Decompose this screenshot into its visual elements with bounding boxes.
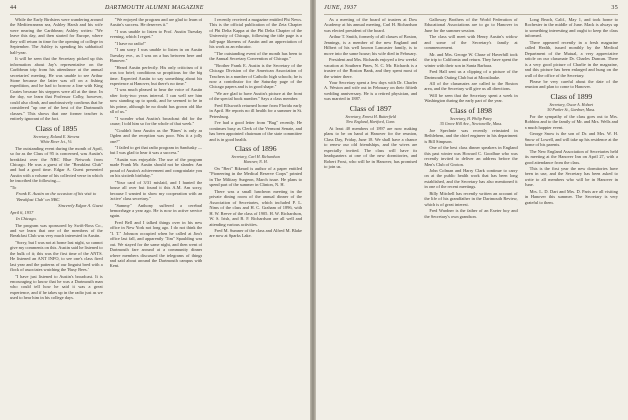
class-heading-1897: Class of 1897 <box>349 103 392 113</box>
article-paragraph: I recently received a magazine entitled Phi News. This is the official publication of the Zeta Chapter of Phi Delta Kappa at the Phi Delta Chapter of the University of Chicago, following the title page is a full-page likeness of Austin and an appreciation of his work as an educator. <box>209 17 303 50</box>
secretary-info <box>10 134 103 144</box>
secretary-info <box>525 102 618 112</box>
verse-signature: Sincerely Edgar A. Guest <box>58 203 103 209</box>
right-column-1 <box>324 17 417 417</box>
right-column-3 <box>525 17 618 417</box>
right-column-2 <box>424 17 517 417</box>
article-paragraph: "I was unable to listen to Prof. Austin Tuesday evening, which I regret." <box>109 28 203 40</box>
secretary-name: Secretary, Roland E. Stevens <box>33 133 80 139</box>
secretary-info <box>324 114 417 124</box>
left-columns <box>10 17 302 417</box>
article-paragraph: Arthur T. Smith, formerly of all classes of Boston, Jennings, is a member of the new England and Hilbert of his well known Lancaster family, is to move into the same house; his wife died in February. <box>324 34 418 56</box>
article-paragraph: Mr. and Mrs. George W. Chase of Haverhill took the trip to California and return. They have spent the winter with their son in Santa Barbara. <box>424 51 518 68</box>
article-paragraph: Fred Ellsworth returned home from Florida early in April. He reports no ill health for a summer in St. Petersburg. <box>209 102 303 119</box>
secretary-address: White River Jct., Vt. <box>40 138 73 144</box>
left-page-number: 44 <box>10 5 17 11</box>
article-paragraph: Will be seen that the Secretary spent a week in Washington during the early part of the year. <box>424 92 518 104</box>
secretary-address: Hanover, N. H. <box>243 158 268 164</box>
secretary-address: 35 Grove Hill Ave., Newtonville, Mass. <box>439 120 503 126</box>
class-heading-1898: Class of 1898 <box>450 105 492 115</box>
article-paragraph: "We enjoyed the program and are glad to learn of Austin's success. He deserves it." <box>109 17 203 28</box>
article-paragraph: Fred M. Sumner of the class and Alfred M. Blake are now at Sparks Lake. <box>209 227 303 239</box>
article-paragraph: The New England Association of Secretaries held its meeting at the Hanover Inn on April 27, with a good attendance from the class. <box>524 148 618 165</box>
article-paragraph: "Austin was enjoyable. The use of the program made Frank Mr. Austin should not be slander. Am proud of Austin's achievement and congratulate you on his sixtieth birthday." <box>109 156 203 179</box>
article-paragraph: There appeared recently in a fresh magazine called Health, issued monthly by the Medical Department of the Mutual, a very appreciative article on our classmate Dr. Charles Duncan. There is a very good picture of Charlie in the magazine, and this picture has been enlarged and hung on the wall of the office of the Secretary. <box>524 39 618 78</box>
magazine-title: DARTMOUTH ALUMNI MAGAZINE <box>104 5 204 11</box>
verse-to: "To <box>10 184 17 190</box>
article-paragraph: "Couldn't hear Austin as the 'Bines' is only as Ogden and the reception was poor. Was it a jolly one?" <box>109 127 203 144</box>
article-paragraph: Joe Spechnie was recently reinstated in Bethlehem, and the chief engineer in his department is Bill Simpson. <box>424 127 518 144</box>
article-paragraph: "I failed to get that radio program in Sandusky — but I was glad to hear it was a success." <box>109 144 203 156</box>
article-paragraph: "Heard Austin perfectly. His only criticism of it was too brief; conditions so propitious for the big time. Expected Austin to say something about his experience at Hanover, but there's no time." <box>109 64 203 86</box>
class-heading-1896: Class of 1896 <box>234 143 277 153</box>
left-column-1 <box>10 17 103 417</box>
verse-date: April 6, 1937 <box>10 209 34 215</box>
article-paragraph: One of the best class dinner speakers in England this past winter was Howard C. Goodhue who was recently invited to deliver an address before the Men's Club of Groton. <box>424 145 518 167</box>
right-page-number: 35 <box>611 5 618 11</box>
secretary-info <box>209 154 302 164</box>
right-columns <box>324 17 618 417</box>
article-paragraph: President and Mrs. Richards enjoyed a few weeks' vacation at Southern Pines, N. C. Mr. Richards is a trustee of the Boston Bank, and they spent most of the winter there. <box>324 57 418 79</box>
article-paragraph: John Colman and Harry Clark continue to carry on at the public health work that has been long established, and the Secretary has also mentioned it in one of the recent meetings. <box>424 167 518 190</box>
article-paragraph: The outstanding event during the month of April, so far as the Class of 95 is concerned, was Austin's breakfast over the NBC Blue Network from Chicago. He was a guest of the "Breakfast Club" and had a good time. Edgar A. Guest presented Austin with a volume of his collected verse in which he inscribed the following— <box>10 145 103 184</box>
article-paragraph: The class will meet with Henry Austin's widow and some of the Secretary's family at commencement. <box>424 34 518 51</box>
left-column-3 <box>209 17 302 417</box>
article-paragraph: Your Secretary spent a few days with Dr. Charles A. Weston and wife out in February on their fiftieth wedding anniversary. He is a retired physician, and was married in 1887. <box>324 79 418 102</box>
article-paragraph: Please be very careful about the date of the reunion and plan to come to Hanover. <box>524 78 618 90</box>
article-paragraph: As a meeting of the board of trustees at Dow Academy at his annual meeting, Carl H. Richardson was elected president of the board. <box>324 17 418 33</box>
right-page <box>316 0 628 420</box>
article-paragraph: "Brother Frank E. Austin is the Secretary of the Chicago Division of the American Association of Teachers in a number of Catholic high schools; he is now a contributor for the Saturday page of the Chicago papers and is in good shape." <box>209 62 303 90</box>
article-paragraph: "I am sorry I was unable to listen in on Austin Tuesday eve., as I was on a bus between here and Hanover." <box>109 47 203 64</box>
article-paragraph: "The outstanding event of the month has been to the Annual Secretary Convention of Chicago." <box>209 50 303 62</box>
article-paragraph: I've had a good letter from "Bug" recently. He continues busy as Clerk of the Vermont Senate, and has been appointed chairman of the state committee and is in good health. <box>209 120 303 142</box>
article-paragraph: "I wonder what Austin's broadcast did for the cause; I told him so for the whole of that week." <box>109 115 203 127</box>
article-paragraph: Fred Wardner is the father of an Exeter boy and the Secretary's own grandson. <box>424 208 518 219</box>
verse-place: In Chicago. <box>16 216 37 222</box>
article-paragraph: "Sorry, but I was not at home last night, so cannot give my comments on this. Austin said he listened to the bulk of it; this was the first time of the ANTS. He listened an ANT INFO, to see one's class fired last year and the patterns of our linguist bred with a flock of associates watching the 'Busy Bees.' <box>10 239 103 273</box>
article-paragraph: While the Early Birdsters were wandering around the Mediterranean sea, Ashley Harsh and his wife were nearing the Caribbean; Ashley writes: "We leave this day, and then started for Europe, where they will return in time for the opening of college in September. The Ashley is spending his sabbatical half-year. <box>10 17 103 55</box>
secretary-info <box>424 116 517 126</box>
article-paragraph: On "Bert" Rikeard is author of a paper entitled "Pioneering in the Medical Reserve Corps" printed in The Military Surgeon, March issue. He plans to spend part of the summer in Clinton, N. H. <box>209 165 303 188</box>
article-paragraph: At least 40 members of 1897 are now making plans to be on hand at Hanover for the reunion, Class Day, Friday, June 18. We shall have a chance to renew our old friendships, and the wives are especially invited. The class will have its headquarters at one of the new dormitories, and Robert Frost, who will be in Hanover, has promised to join us. <box>324 125 418 169</box>
left-column-2 <box>110 17 203 417</box>
article-paragraph: George Snow is the son of Dr. and Mrs. W. H. Snow of Lowell, and will take up his residence at the home of his parents. <box>524 131 618 148</box>
left-page <box>0 0 310 420</box>
class-heading-1899: Class of 1899 <box>550 91 593 101</box>
article-paragraph: "I was much pleased to hear the voice of Austin after forty-two years interval. I can well see him now standing up to speak, and he seemed to be in his prime, although he no doubt has grown old like all of us." <box>109 87 203 115</box>
article-paragraph: Galloway Brothers of the World Federation of Educational Associations are to go to Hanover in June for the summer session. <box>424 17 518 33</box>
secretary-address: 50 Parker St., Gardner, Mass. <box>547 106 596 112</box>
article-paragraph: It will be seen that the Secretary picked up this information about Jay's representative on the Caribbean trip from his attendance at the annual secretaries' meeting. He was unable to see Arthur Stone because the latter was off on a fishing expedition, and he had to borrow a line with King Coates because his steppers were all at the time. In the day, we learn that Professor Colby, however, could also climb, and unobtrusively confirms that he considered "up one of the best of the Dartmouth classes." This shows that one former teacher is entirely ignorant of the fact. <box>10 56 103 122</box>
article-paragraph: The program was sponsored by Swift-Ross Co., and we learn that one of the members of the Breakfast Club was very much interested in Austin. <box>10 222 103 239</box>
article-paragraph: "We are glad to have Austin's picture at the front of the special book number." Says a class member. <box>209 90 303 102</box>
article-paragraph: Billy Mitchell has recently written an account of the life of his grandfather in the Dartmouth Review, which is of great interest. <box>424 190 518 207</box>
article-paragraph: This is the first year the new dormitories have been in use, and the Secretary has been asked to write to all members who will be in Hanover in June. <box>524 165 618 188</box>
article-paragraph: "Your card of 3/31 mislaid, and I hunted the house all over but found it this A.M. Am sorry, because I wanted to show my cooperation with an 'active' class secretary." <box>109 179 203 202</box>
secretary-name: Secretary, Carl H. Richardson <box>231 153 280 159</box>
left-running-head <box>10 5 302 15</box>
secretary-name: Secretary, H. Philip Patey <box>450 115 492 121</box>
verse-line: Frank E. Austin on the occasion of his visit to 'Breakfast Club' on NBC. <box>16 191 97 202</box>
article-paragraph: "Sammy" Anthony suffered a cerebral hemorrhage a year ago. He is now in active service again. <box>109 202 203 219</box>
article-paragraph: All of the classmates are called to the Boston area, and the Secretary will give us all directions. <box>424 80 518 92</box>
article-paragraph: "I have no radio!" <box>114 40 147 46</box>
secretary-address: New England, Hartford, Conn. <box>345 118 396 124</box>
article-paragraph: Fred Hall sent us a clipping of a picture of the Dartmouth Outing Club hut at Moosilauke. <box>424 69 518 80</box>
article-paragraph: "I have just listened to Austin's broadcast. It is encouraging to know that he was a Dartmouth man who could tell how he said it was a great experience, and if he takes up in the radio just as we used to hear him in his college days. <box>10 273 103 301</box>
class-heading-1895: Class of 1895 <box>35 123 78 133</box>
article-paragraph: For the sympathy of the class goes out to Mrs. Robbins and to the family of Mr. and Mrs. Wells and a much happier event. <box>524 113 618 130</box>
right-running-head <box>324 5 618 15</box>
secretary-name: Secretary, Ernest H. Butterfield <box>345 113 396 119</box>
issue-date: JUNE, 1937 <box>324 5 357 11</box>
article-paragraph: Mrs. L. D. Dart and Mrs. D. Paris are all visiting in Hanover this summer. The Secretary is very grateful to them. <box>524 188 618 205</box>
article-paragraph: Long Beach, Calif., May 1, and took home to Rochester in the middle of June. Mack is always up to something interesting and ought to keep the class informed. <box>524 17 618 39</box>
article-paragraph: There was a small luncheon meeting in the private dining room of the annual dinner of the Association of Secretaries, which included P. L. Nims of the class and H. C. Graham of 1896, with H. W. Reeve of the class of 1905. H. W. Richardson, W. S. Irish, and B. F. Richardson are all well and attending various activities. <box>209 188 303 227</box>
secretary-name: Secretary, Oscar A. Hobart <box>549 101 594 107</box>
article-paragraph: Fred Bell and I talked things over in his new office in New York not long ago. I do not think the "I. T." Johnson occupied when he called at Jim's office last fall, and apparently "Jim" Spaulding was out. We stayed for the same night, and then went of Dartmouth fare around at a community dinner where members discussed the telegrams of things and said about around the Dartmouth campus with Kent. <box>109 219 203 269</box>
